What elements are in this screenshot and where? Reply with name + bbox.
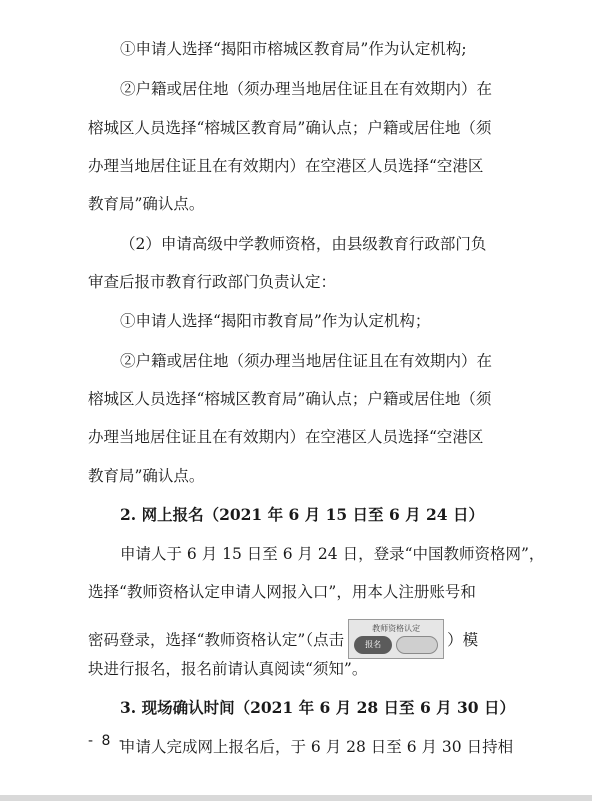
text-line-17: 块进行报名，报名前请认真阅读“须知”。 <box>88 660 368 678</box>
section-heading-onsite-confirmation: 3. 现场确认时间（2021 年 6 月 28 日至 6 月 30 日） <box>120 698 515 717</box>
text-line-5: 教育局”确认点。 <box>88 195 205 213</box>
text-line-2: ②户籍或居住地（须办理当地居住证且在有效期内）在 <box>120 80 493 98</box>
text-line-16 <box>88 621 478 661</box>
text-line-4: 办理当地居住证且在有效期内）在空港区人员选择“空港区 <box>88 157 484 175</box>
text-line-16-before: 密码登录，选择“教师资格认定”（点击 <box>88 631 345 649</box>
text-line-6: （2）申请高级中学教师资格，由县级教育行政部门负 <box>120 235 487 253</box>
button-image-right <box>396 636 438 654</box>
text-line-11: 办理当地居住证且在有效期内）在空港区人员选择“空港区 <box>88 428 484 446</box>
text-line-10: 榕城区人员选择“榕城区教育局”确认点；户籍或居住地（须 <box>88 390 492 408</box>
text-line-15: 选择“教师资格认定申请人网报入口”，用本人注册账号和 <box>88 583 476 601</box>
text-line-14: 申请人于 6 月 15 日至 6 月 24 日，登录“中国教师资格网”， <box>120 545 545 563</box>
text-line-8: ①申请人选择“揭阳市教育局”作为认定机构； <box>120 312 431 330</box>
text-line-19: 申请人完成网上报名后，于 6 月 28 日至 6 月 30 日持相 <box>120 738 514 756</box>
text-line-7: 审查后报市教育行政部门负责认定： <box>88 273 337 291</box>
text-line-16-after: ）模 <box>447 631 479 649</box>
button-image-title: 教师资格认定 <box>372 624 421 633</box>
page-bottom-edge <box>0 795 592 801</box>
certification-button-image <box>348 619 444 659</box>
button-image-left: 报名 <box>354 636 392 654</box>
section-heading-online-registration: 2. 网上报名（2021 年 6 月 15 日至 6 月 24 日） <box>120 505 484 524</box>
text-line-1: ①申请人选择“揭阳市榕城区教育局”作为认定机构; <box>120 40 467 58</box>
text-line-3: 榕城区人员选择“榕城区教育局”确认点；户籍或居住地（须 <box>88 119 492 137</box>
page-number: - 8 - <box>88 733 126 749</box>
text-line-9: ②户籍或居住地（须办理当地居住证且在有效期内）在 <box>120 352 493 370</box>
text-line-12: 教育局”确认点。 <box>88 467 205 485</box>
